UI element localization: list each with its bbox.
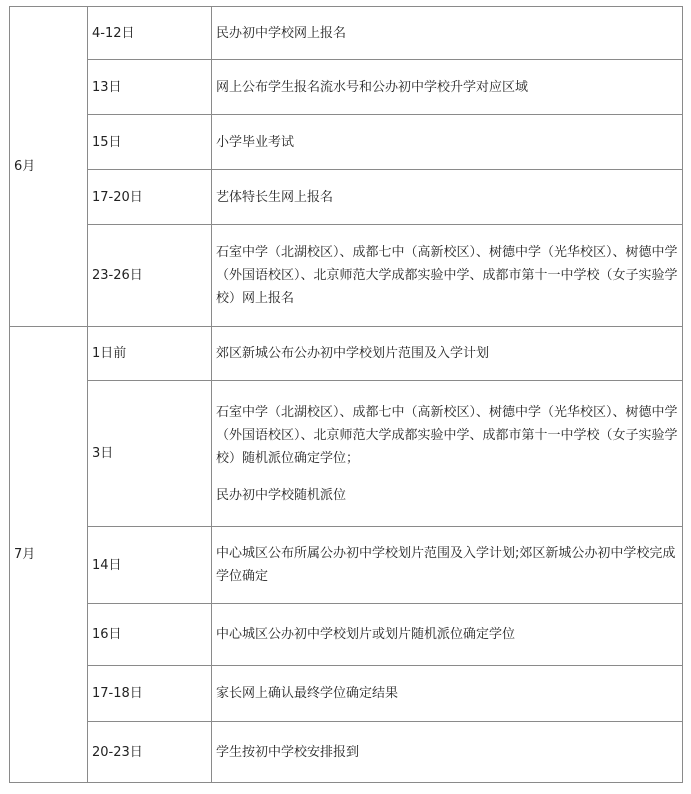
table-row xyxy=(10,666,683,722)
description-cell xyxy=(212,225,683,327)
date-cell: 1日前 xyxy=(88,327,212,381)
description-text: 中心城区公布所属公办初中学校划片范围及入学计划;郊区新城公办初中学校完成学位确定 xyxy=(216,546,676,584)
date-cell: 4-12日 xyxy=(88,7,212,60)
description-cell xyxy=(212,527,683,604)
table-row xyxy=(10,527,683,604)
date-cell: 15日 xyxy=(88,115,212,170)
date-cell: 17-20日 xyxy=(88,170,212,225)
table-row xyxy=(10,170,683,225)
date-cell: 20-23日 xyxy=(88,722,212,783)
date-cell: 16日 xyxy=(88,604,212,666)
description-text: 石室中学（北湖校区）、成都七中（高新校区）、树德中学（光华校区）、树德中学（外国语校区）、北京师范大学成都实验中学、成都市第十一中学校（女子实验学校）随机派位确定学位； xyxy=(216,404,678,466)
month-cell: 7月 xyxy=(10,327,88,783)
description-cell xyxy=(212,722,683,783)
table-row xyxy=(10,381,683,527)
table-row xyxy=(10,327,683,381)
description-text: 家长网上确认最终学位确定结果 xyxy=(216,686,399,701)
description-cell xyxy=(212,7,683,60)
description-text: 民办初中学校网上报名 xyxy=(216,25,347,41)
description-text: 小学毕业考试 xyxy=(216,134,295,150)
table-row xyxy=(10,115,683,170)
date-cell: 17-18日 xyxy=(88,666,212,722)
description-cell xyxy=(212,381,683,527)
date-cell: 13日 xyxy=(88,60,212,115)
description-text: 石室中学（北湖校区）、成都七中（高新校区）、树德中学（光华校区）、树德中学（外国语校区）、北京师范大学成都实验中学、成都市第十一中学校（女子实验学校）网上报名 xyxy=(216,245,678,306)
schedule-table xyxy=(9,6,683,783)
description-text: 学生按初中学校安排报到 xyxy=(216,744,360,760)
description-cell xyxy=(212,60,683,115)
description-cell xyxy=(212,327,683,381)
table-row xyxy=(10,604,683,666)
description-text: 民办初中学校随机派位 xyxy=(216,487,347,503)
table-row xyxy=(10,7,683,60)
description-text: 郊区新城公布公办初中学校划片范围及入学计划 xyxy=(216,346,490,361)
date-cell: 23-26日 xyxy=(88,225,212,327)
table-row xyxy=(10,722,683,783)
description-text: 网上公布学生报名流水号和公办初中学校升学对应区域 xyxy=(216,79,529,95)
description-text: 艺体特长生网上报名 xyxy=(216,189,334,205)
schedule-body xyxy=(10,7,683,783)
description-cell xyxy=(212,604,683,666)
description-cell xyxy=(212,666,683,722)
date-cell: 14日 xyxy=(88,527,212,604)
description-cell xyxy=(212,115,683,170)
description-cell xyxy=(212,170,683,225)
description-text: 中心城区公办初中学校划片或划片随机派位确定学位 xyxy=(216,627,516,642)
table-row xyxy=(10,225,683,327)
month-cell: 6月 xyxy=(10,7,88,327)
table-row xyxy=(10,60,683,115)
date-cell: 3日 xyxy=(88,381,212,527)
